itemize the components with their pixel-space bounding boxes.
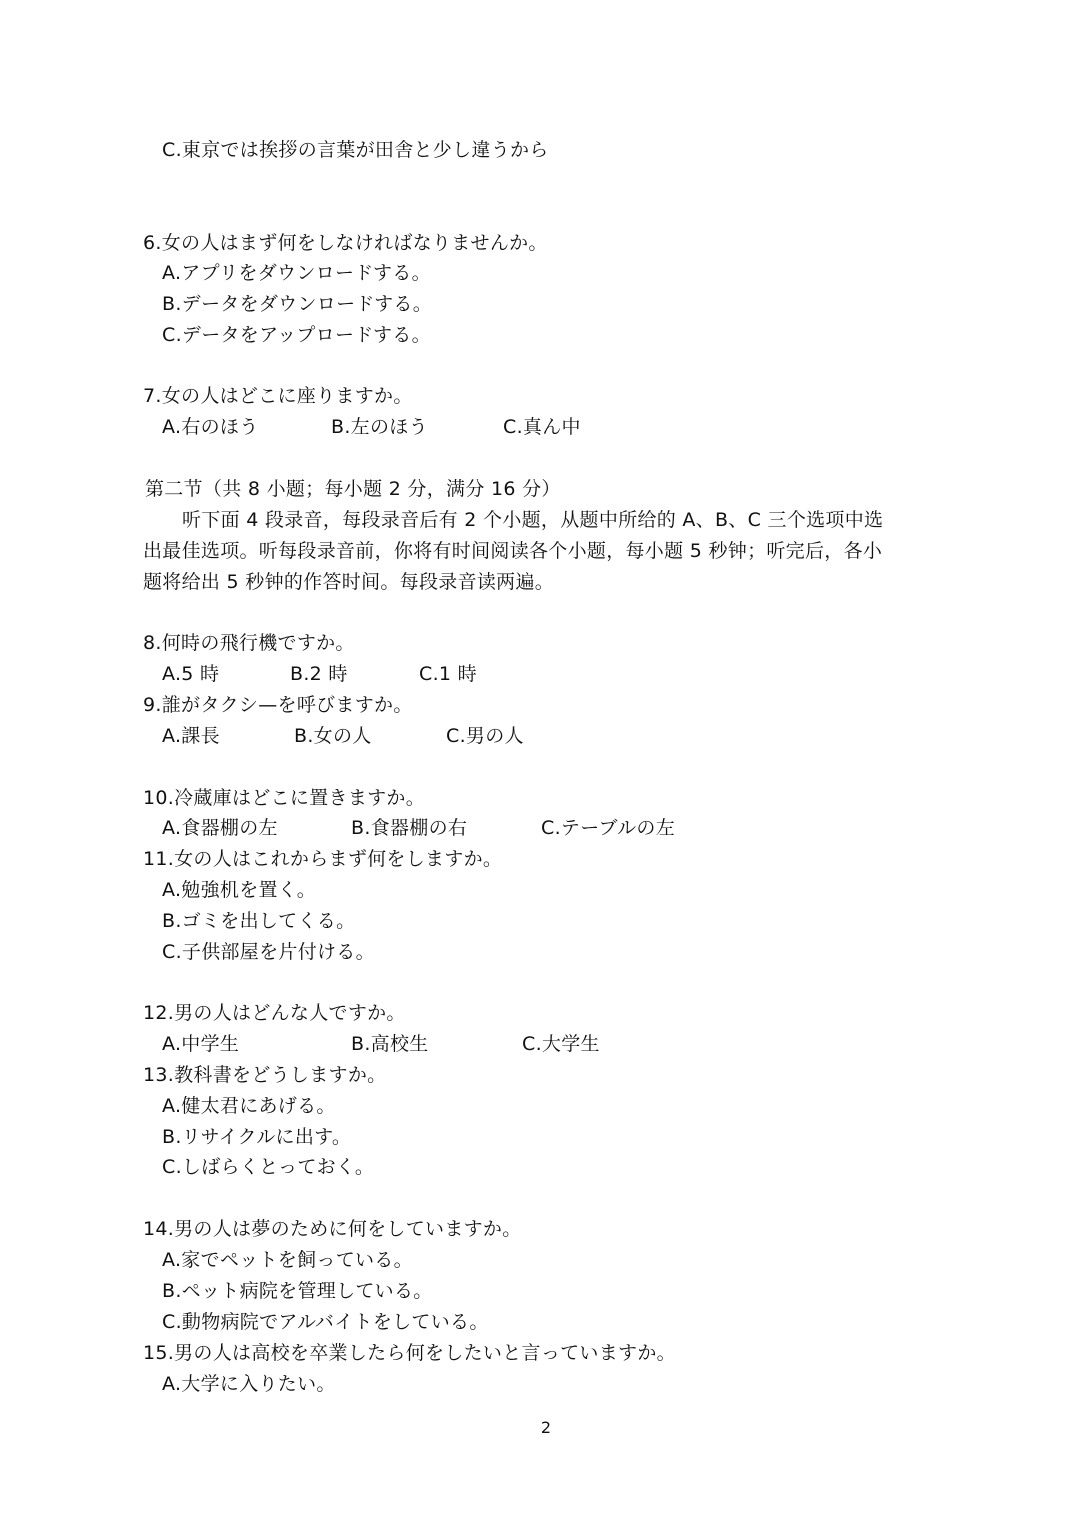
q7-option-b: B.左のほう xyxy=(331,416,428,438)
q11-question: 11.女の人はこれからまず何をしますか。 xyxy=(143,848,503,870)
q9-question: 9.誰がタクシ—を呼びますか。 xyxy=(143,694,413,716)
section2-heading: 第二节（共 8 小题；每小题 2 分，满分 16 分） xyxy=(145,478,561,500)
q7-option-a: A.右のほう xyxy=(162,416,259,438)
section2-instruction-line-3: 题将给出 5 秒钟的作答时间。每段录音读两遍。 xyxy=(143,571,555,593)
q8-option-b: B.2 時 xyxy=(290,663,348,685)
q9-option-a: A.課長 xyxy=(162,725,220,747)
q13-question: 13.教科書をどうしますか。 xyxy=(143,1064,387,1086)
section2-instruction-line-2: 出最佳选项。听每段录音前，你将有时间阅读各个小题，每小题 5 秒钟；听完后，各小 xyxy=(143,540,883,562)
q12-option-a: A.中学生 xyxy=(162,1033,240,1055)
section2-instruction-line-1: 听下面 4 段录音，每段录音后有 2 个小题，从题中所给的 A、B、C 三个选项中选 xyxy=(182,509,884,531)
q13-option-c: C.しばらくとっておく。 xyxy=(162,1156,375,1178)
q8-option-a: A.5 時 xyxy=(162,663,220,685)
q13-option-b: B.リサイクルに出す。 xyxy=(162,1126,352,1148)
q12-option-c: C.大学生 xyxy=(522,1033,600,1055)
q11-option-b: B.ゴミを出してくる。 xyxy=(162,910,356,932)
q14-option-a: A.家でペットを飼っている。 xyxy=(162,1249,413,1271)
q15-option-a: A.大学に入りたい。 xyxy=(162,1373,336,1395)
q8-option-c: C.1 時 xyxy=(419,663,477,685)
q11-option-c: C.子供部屋を片付ける。 xyxy=(162,941,375,963)
q9-option-c: C.男の人 xyxy=(446,725,524,747)
q6-option-b: B.データをダウンロードする。 xyxy=(162,293,433,315)
q10-question: 10.冷蔵庫はどこに置きますか。 xyxy=(143,787,426,809)
q7-option-c: C.真ん中 xyxy=(503,416,581,438)
q6-question: 6.女の人はまず何をしなければなりませんか。 xyxy=(143,232,548,254)
q11-option-a: A.勉強机を置く。 xyxy=(162,879,317,901)
q7-question: 7.女の人はどこに座りますか。 xyxy=(143,385,413,407)
page-number: 2 xyxy=(540,1418,552,1437)
q14-option-b: B.ペット病院を管理している。 xyxy=(162,1280,433,1302)
q9-option-b: B.女の人 xyxy=(294,725,372,747)
q10-option-b: B.食器棚の右 xyxy=(351,817,468,839)
q6-option-a: A.アプリをダウンロードする。 xyxy=(162,262,431,284)
q10-option-c: C.テーブルの左 xyxy=(541,817,675,839)
q10-option-a: A.食器棚の左 xyxy=(162,817,278,839)
q14-option-c: C.動物病院でアルバイトをしている。 xyxy=(162,1311,489,1333)
q8-question: 8.何時の飛行機ですか。 xyxy=(143,632,355,654)
q14-question: 14.男の人は夢のために何をしていますか。 xyxy=(143,1218,522,1240)
q6-option-c: C.データをアップロードする。 xyxy=(162,324,431,346)
q13-option-a: A.健太君にあげる。 xyxy=(162,1095,336,1117)
q12-option-b: B.高校生 xyxy=(351,1033,429,1055)
q12-question: 12.男の人はどんな人ですか。 xyxy=(143,1002,406,1024)
q15-question: 15.男の人は高校を卒業したら何をしたいと言っていますか。 xyxy=(143,1342,676,1364)
q5-option-c: C.東京では挨拶の言葉が田舎と少し違うから xyxy=(162,139,549,161)
